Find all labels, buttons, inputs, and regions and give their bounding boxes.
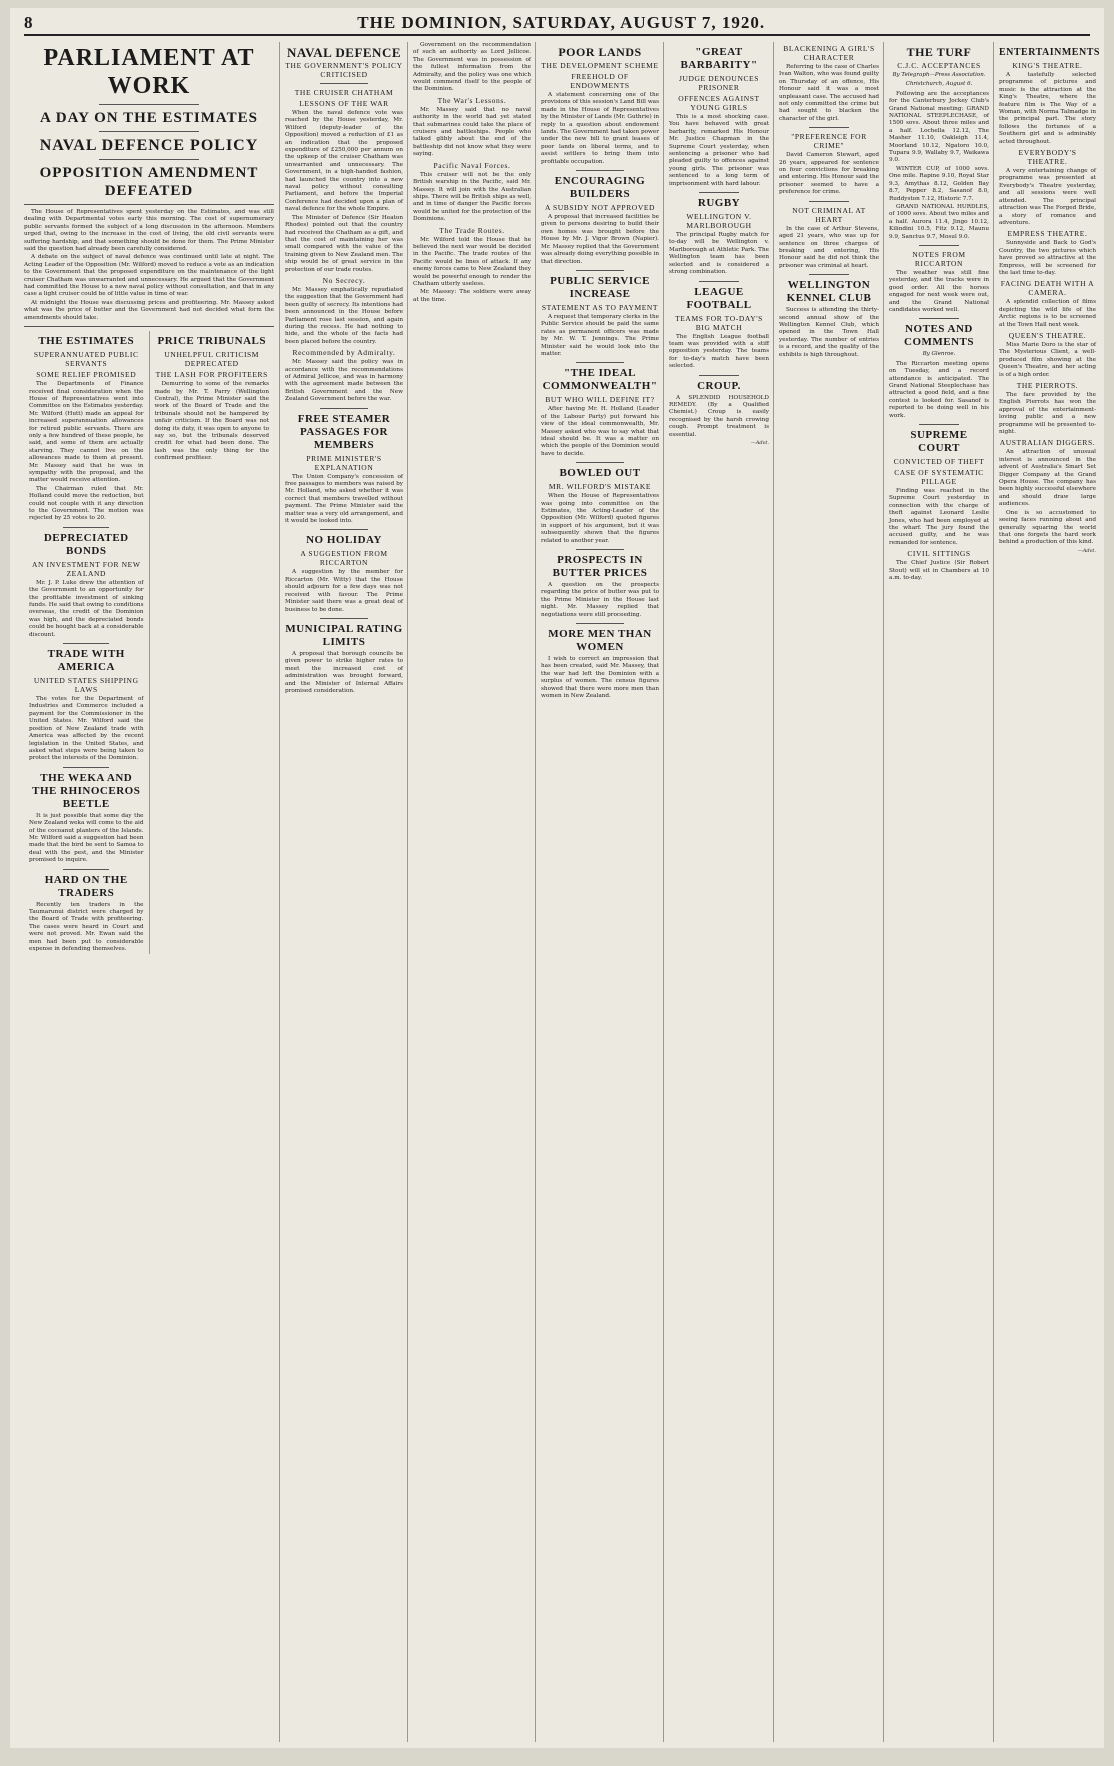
- divider: [576, 462, 623, 463]
- divider: [699, 375, 739, 376]
- divider: [320, 408, 367, 409]
- article-title: THE PIERROTS.: [1016, 381, 1079, 390]
- article-deck: THE DEVELOPMENT SCHEME: [541, 61, 659, 70]
- divider: [63, 767, 109, 768]
- byline: By Glenroe.: [922, 351, 956, 358]
- article-body: A question on the prospects regarding the price of butter was put to the Prime Minister in the House last night. Mr. Massey replied that negotiations were still proceeding.: [541, 582, 659, 618]
- advertisement-mark: —Advt.: [750, 439, 769, 446]
- article-body: This cruiser will not be the only British warship in the Pacific, said Mr. Massey. It will join with the Australian ships. There will be British ships as well, and in time of danger the Pacific forces would be united for the protection of the Dominions.: [413, 171, 532, 223]
- article-body: A splendid collection of films depicting the wild life of the Arctic regions is to be screened at the Town Hall next week.: [999, 299, 1096, 328]
- subcolumn-left: [24, 331, 149, 954]
- divider: [576, 623, 623, 624]
- article-body: The Chairman ruled that Mr. Holland could move the reduction, but could not couple with it any direction to the Government. The motion was rejected by 25 votes to 20.: [29, 485, 144, 522]
- subhead: No Secrecy.: [322, 275, 366, 285]
- article-body: The Riccarton meeting opens on Tuesday, and a record attendance is anticipated. The Grand National Steeplechase has attracted a good field, and a fine contest is looked for. Sasanof is reported to be doing well in his work.: [889, 360, 989, 419]
- deck-day-on-estimates: A DAY ON THE ESTIMATES: [40, 110, 258, 126]
- divider: [63, 527, 109, 528]
- divider: [24, 326, 274, 327]
- article-body: A very entertaining change of programme was presented at Everybody's Theatre yesterday, and all sessions were well attended. The principal attraction was The Forged Bride, a story of romance and adventure.: [999, 168, 1096, 226]
- deck-naval-policy: NAVAL DEFENCE POLICY: [39, 137, 259, 154]
- headline-the-turf: THE TURF: [906, 45, 972, 59]
- article-body: When the House of Representatives was going into committee on the Estimates, the Acting-Leader of the Opposition (Mr. Wilford) quoted figures in support of his argument, but it was subsequently shown that the figures related to another year.: [541, 493, 659, 544]
- split-columns: [24, 331, 274, 954]
- divider: [576, 270, 623, 271]
- article-title: MUNICIPAL RATING LIMITS: [285, 622, 403, 648]
- article-body: After having Mr. H. Holland (Leader of the Labour Party) put forward his view of the ideal commonwealth, Mr. Massey asked who was to say what that ideal should be. It was a matter on which the people of the Dominion would have to decide.: [541, 406, 659, 457]
- article-body: Finding was reached in the Supreme Court yesterday in connection with the charge of theft against Leonard Leslie Jones, who had been employed at the wharf. The jury found the accused guilty, and he was remanded for sentence.: [889, 488, 989, 546]
- article-title: EVERYBODY'S THEATRE.: [1018, 148, 1077, 167]
- article-body: An attraction of unusual interest is announced in the advent of Australia's Smart Set Digger Company at the Grand Opera House. The company has been highly successful elsewhere and should draw large audiences.: [999, 449, 1096, 508]
- deck-opposition-defeated: OPPOSITION AMENDMENT DEFEATED: [39, 165, 259, 199]
- article-title: BLACKENING A GIRL'S CHARACTER: [783, 44, 875, 62]
- headline-naval-defence: NAVAL DEFENCE: [286, 45, 402, 60]
- column-2: [279, 42, 408, 1742]
- article-body: A suggestion by the member for Riccarton (Mr. Witty) that the House should adjourn for a few days was not received with favour. The Prime Minister said there was a great deal of business to be done.: [285, 569, 403, 613]
- article-deck: UNITED STATES SHIPPING LAWS: [33, 676, 139, 695]
- article-body: Demurring to some of the remarks made by Mr. T. Parry (Wellington Central), the Prime Minister said the work of the Board of Trade and the tribunals should not be hampered by unfair criticism. If the Board was not doing its duty, it was open to anyone to say so, but the tribunals deserved credit for what had been done. The lash was the only thing for the confirmed profiteer.: [154, 381, 269, 462]
- article-body: Mr. Massey: The soldiers were away at the time.: [413, 289, 531, 303]
- article-body: David Cameron Stewart, aged 26 years, appeared for sentence on four convictions for breaking and entering. His Honour said the prisoner seemed to have a preference for crime.: [779, 152, 879, 196]
- divider: [576, 170, 623, 171]
- divider: [24, 204, 274, 205]
- article-body: The weather was still fine yesterday, and the tracks were in good order. All the horses engaged for next week were out, and the Grand National candidates worked well.: [889, 269, 989, 313]
- article-title: THE ESTIMATES: [38, 335, 135, 348]
- subhead: The War's Lessons.: [437, 95, 507, 105]
- article-deck: CASE OF SYSTEMATIC PILLAGE: [894, 468, 984, 487]
- article-body: When the naval defence vote was reached by the House yesterday, Mr. Wilford (deputy-leader of the Opposition) moved a reduction of £1 as an indication that the proposed expenditure of £250,000 per annum on the upkeep of the cruiser Chatham was unwarranted and unnecessary. The Government, in a high-handed fashion, had launched the country into a new naval policy without consulting Parliament, and before the Imperial Conference had decided upon a plan of naval defence for the whole Empire.: [285, 110, 403, 213]
- headline-parliament: PARLIAMENT AT WORK: [43, 45, 255, 99]
- article-body: The Union Company's concession of free passages to members was raised by Mr. Holland, who asked whether it was correct that members travelled without payment. The Prime Minister said the matter was a very old arrangement, and it would be looked into.: [285, 473, 403, 525]
- article-body: In the case of Arthur Stevens, aged 21 years, who was up for sentence on three charges of breaking and entering, His Honour said he did not think the prisoner was criminal at heart.: [779, 225, 879, 269]
- article-body: Mr. Massey emphatically repudiated the suggestion that the Government had been guilty of secrecy. Its intentions had been announced in the House before Parliament rose last session, and again during the recess. He had nothing to hide, and the whole of the facts had been placed before the country.: [285, 286, 403, 345]
- lead-paragraph: A debate on the subject of naval defence was continued until late at night. The Acting Leader of the Opposition (Mr. Wilford) moved to reduce a vote as an indication to the Government that the proposed expenditure on the maintenance of the light cruiser Chatham was unwarranted and unnecessary. He argued that the Government had committed the House to a new naval policy without consultation, and that in any case a light cruiser could be of little value in time of war.: [24, 254, 274, 298]
- article-title: NOTES AND COMMENTS: [904, 323, 974, 349]
- divider: [576, 362, 623, 363]
- article-title: FREE STEAMER PASSAGES FOR MEMBERS: [297, 412, 391, 451]
- article-deck: WELLINGTON V. MARLBOROUGH: [686, 212, 752, 231]
- article-title: "PREFERENCE FOR CRIME": [791, 132, 867, 151]
- article-title: DEPRECIATED BONDS: [43, 531, 129, 557]
- byline: By Telegraph—Press Association.: [892, 72, 986, 78]
- article-title: BOWLED OUT: [559, 467, 641, 480]
- divider: [63, 643, 109, 644]
- article-body: WINTER CUP, of 1000 sovs. One mile. Rapine 9.10, Royal Star 9.3, Amythas 8.12, Golden Bay 8.7, Pepper 8.2, Sasanof 8.0, Ruddyston 7.12, Historic 7.7.: [889, 165, 989, 202]
- divider: [919, 424, 959, 425]
- newspaper-page: [10, 8, 1104, 1748]
- article-title: FACING DEATH WITH A CAMERA.: [1000, 279, 1095, 298]
- divider: [99, 131, 199, 132]
- article-title: KING'S THEATRE.: [1012, 61, 1083, 70]
- article-body: The English League football team was provided with a stiff opposition yesterday. The teams for to-day's match have been selected.: [669, 333, 769, 370]
- article-deck: TEAMS FOR TO-DAY'S BIG MATCH: [675, 313, 763, 332]
- article-body: Mr. Massey said the policy was in accordance with the recommendations of Admiral Jellicoe, and was in harmony with the agreement made between the British Government and the New Zealand Government before the war.: [285, 359, 403, 403]
- article-deck: THE CRUISER CHATHAM: [294, 88, 394, 97]
- article-deck: A SUGGESTION FROM RICCARTON: [300, 549, 388, 568]
- page-number: 8: [24, 13, 33, 32]
- column-8: [993, 42, 1101, 1742]
- article-deck: LESSONS OF THE WAR: [299, 99, 389, 108]
- article-body: The fare provided by the English Pierrots has won the approval of the entertainment-loving public and a new programme will be presented to-night.: [999, 392, 1096, 436]
- article-deck: JUDGE DENOUNCES PRISONER: [678, 74, 760, 92]
- article-title: TRADE WITH AMERICA: [47, 648, 125, 674]
- article-deck: OFFENCES AGAINST YOUNG GIRLS: [678, 94, 760, 112]
- advertisement-mark: —Advt.: [1077, 547, 1096, 554]
- article-body: The Departments of Finance received final consideration when the House of Representatives went into Committee on the Estimates yesterday. Mr. Wilford (Hutt) made an appeal for increased superannuation allowances for retired public servants. There are only a few hundred of these people, he said, and some of them are actually starving. They cannot live on the allowances made to them at present. Mr. Massey said that he was in sympathy with the proposal, and the matter would receive attention.: [29, 381, 144, 484]
- article-title: CROUP.: [697, 379, 741, 392]
- article-deck: UNHELPFUL CRITICISM DEPRECATED: [164, 350, 260, 369]
- article-title: AUSTRALIAN DIGGERS.: [999, 438, 1096, 448]
- article-title: ENCOURAGING BUILDERS: [554, 175, 646, 201]
- article-title: NO HOLIDAY: [306, 534, 382, 547]
- article-body: A tastefully selected programme of pictures and music is the attraction at the King's Theatre, where the feature film is The Way of a Woman, with Norma Talmadge in the principal part. The story follows the fortunes of a Southern girl and is admirably acted throughout.: [999, 72, 1096, 145]
- headline-poor-lands: POOR LANDS: [558, 45, 642, 59]
- divider: [699, 192, 739, 193]
- subhead: Recommended by Admiralty.: [292, 348, 396, 358]
- lead-paragraph: The House of Representatives spent yesterday on the Estimates, and was still dealing with Departmental votes early this morning. The cost of supernumerary public servants formed the subject of a long discussion in the afternoon. Members urged that, owing to the increase in the cost of living, the old civil servants were suffering hardship, and that something should be done for them. The Prime Minister said the question had already been carefully considered.: [24, 209, 274, 253]
- subhead: Pacific Naval Forces.: [433, 160, 511, 170]
- article-title: PRICE TRIBUNALS: [157, 335, 266, 348]
- divider: [63, 869, 109, 870]
- article-title: LEAGUE FOOTBALL: [686, 285, 752, 311]
- article-body: The votes for the Department of Industries and Commerce included a payment for the Commissioner in the United States. Mr. Wilford said the position of New Zealand trade with America was affected by the recent legislation in the United States, and asked what steps were being taken to protect the interests of the Dominion.: [29, 696, 144, 762]
- newspaper-title: THE DOMINION, SATURDAY, AUGUST 7, 1920.: [357, 13, 766, 32]
- article-body: Success is attending the thirty-second annual show of the Wellington Kennel Club, which opened in the Town Hall yesterday. The number of entries is a record, and the quality of the exhibits is high throughout.: [779, 307, 879, 358]
- article-body: The Minister of Defence (Sir Heaton Rhodes) pointed out that the country had received the Chatham as a gift, and that the cost of maintaining her was small compared with the value of the training given to New Zealand men. The ship would be of great service in the protection of our trade routes.: [285, 214, 403, 273]
- article-title: PROSPECTS IN BUTTER PRICES: [552, 554, 648, 580]
- column-7: [883, 42, 994, 1742]
- divider: [320, 529, 367, 530]
- article-title: SUPREME COURT: [910, 429, 968, 455]
- column-5: [663, 42, 774, 1742]
- article-deck: STATEMENT AS TO PAYMENT: [541, 302, 659, 312]
- article-body: It is just possible that some day the New Zealand weka will come to the aid of the cocoanut planters of the Islands. Mr. Wilford said a suggestion had been made that the bird be sent to Samoa to deal with the pest, and the Minister promised to inquire.: [29, 812, 144, 864]
- divider: [320, 618, 367, 619]
- article-body: A proposal that increased facilities be given to persons desiring to build their own homes was brought before the House by Mr. J. Vigor Brown (Napier). Mr. Massey replied that the Government was already doing everything possible in that direction.: [541, 214, 659, 265]
- article-title: EMPRESS THEATRE.: [1007, 229, 1088, 239]
- article-deck: CONVICTED OF THEFT: [893, 457, 985, 467]
- article-deck: SUPERANNUATED PUBLIC SERVANTS: [33, 350, 139, 369]
- article-body: Mr. J. P. Luke drew the attention of the Government to an opportunity for the profitable investment of sinking funds. He said that owing to conditions overseas, the credit of the Dominion was high, and the depreciated bonds could be bought back at a considerable discount.: [29, 579, 144, 638]
- article-body: Miss Marie Doro is the star of The Mysterious Client, a well-produced film showing at the Queen's Theatre, and her acting is of a high order.: [999, 341, 1096, 378]
- divider: [809, 127, 849, 128]
- divider: [809, 201, 849, 202]
- article-deck: MR. WILFORD'S MISTAKE: [548, 482, 652, 492]
- article-title: THE WEKA AND THE RHINOCEROS BEETLE: [32, 771, 141, 810]
- article-body: Following are the acceptances for the Canterbury Jockey Club's Grand National meeting: GRAND NATIONAL STEEPLECHASE, of 1500 sovs. About three miles and a half. Lochella 12.12, The Masher 11.10, Oakleigh 11.4, Moorland 10.12, Ngatoro 10.0, Tupara 9.9, Wallaby 9.7, Waikawa 9.0.: [889, 90, 989, 164]
- article-title: "THE IDEAL COMMONWEALTH": [542, 367, 658, 393]
- article-body: Government on the recommendation of such an authority as Lord Jellicoe. The Government was in possession of the fullest information from the Admiralty, and the policy was one which would commend itself to the people of the Dominion.: [413, 42, 531, 93]
- article-deck: SOME RELIEF PROMISED: [36, 370, 137, 380]
- column-4: [535, 42, 664, 1742]
- article-title: QUEEN'S THEATRE.: [1008, 330, 1087, 340]
- article-body: GRAND NATIONAL HURDLES, of 1000 sovs. About two miles and a half. Aurora 11.4, Jingo 10.12, Kilindini 10.5, Fitz 9.12, Maunu 9.9, Sanctus 9.7, Mosul 9.0.: [889, 203, 989, 240]
- article-body: Mr. Massey said that no naval authority in the world had yet stated that submarines could take the place of cruisers and battleships. People who talked glibly about the end of the battleship did not know what they were saying.: [413, 106, 531, 158]
- article-body: One is so accustomed to seeing faces running about and generally squaring the world that one forgets the hard work behind a production of this kind.: [999, 509, 1096, 546]
- article-title: HARD ON THE TRADERS: [44, 873, 128, 899]
- article-deck: THE GOVERNMENT'S POLICY CRITICISED: [285, 61, 403, 79]
- divider: [809, 274, 849, 275]
- masthead: [24, 12, 1090, 36]
- headline-entertainments: ENTERTAINMENTS: [999, 47, 1100, 58]
- article-body: I wish to correct an impression that has been created, said Mr. Massey, that the war had left the Dominion with a surplus of women. The census figures showed that there were more men than women in New Zealand.: [541, 656, 659, 700]
- headline-great-barbarity: "GREAT BARBARITY": [680, 46, 758, 71]
- column-6: [773, 42, 884, 1742]
- divider: [99, 104, 199, 105]
- article-body: A proposal that borough councils be given power to strike higher rates to meet the increased cost of administration was brought forward, and the Minister of Internal Affairs promised consideration.: [285, 650, 403, 694]
- article-body: A SPLENDID HOUSEHOLD REMEDY. (By a Qualified Chemist.) Croup is easily recognised by the harsh crowing cough. Prompt treatment is essential.: [669, 394, 769, 438]
- subcolumn-right: [149, 331, 275, 954]
- divider: [699, 281, 739, 282]
- article-deck: PRIME MINISTER'S EXPLANATION: [306, 453, 382, 472]
- article-title: MORE MEN THAN WOMEN: [548, 628, 652, 654]
- column-3: [407, 42, 536, 1742]
- divider: [919, 318, 959, 319]
- article-title: NOTES FROM RICCARTON: [912, 249, 966, 268]
- article-title: NOT CRIMINAL AT HEART: [792, 205, 866, 224]
- subhead: The Trade Routes.: [439, 225, 505, 235]
- article-title: PUBLIC SERVICE INCREASE: [550, 274, 650, 300]
- article-body: Sunnyside and Back to God's Country, the two pictures which have proved so attractive at the Empress, will be screened for the last time to-day.: [999, 240, 1096, 276]
- divider: [99, 159, 199, 160]
- column-1: [24, 42, 279, 1742]
- article-deck: A SUBSIDY NOT APPROVED: [544, 203, 656, 213]
- article-deck: FREEHOLD OF ENDOWMENTS: [570, 72, 630, 90]
- article-title: WELLINGTON KENNEL CLUB: [786, 279, 872, 305]
- article-body: The Chief Justice (Sir Robert Stout) will sit in Chambers at 10 a.m. to-day.: [889, 560, 989, 582]
- article-body: A statement concerning one of the provisions of this session's Land Bill was made in the House of Representatives by the Minister of Lands (Mr. Guthrie) in reply to a question about endowment lands. The Government had taken power under the new bill to grant leases of poor lands on liberal terms, and to assist settlers to bring them into profitable occupation.: [541, 92, 659, 165]
- article-deck: THE LASH FOR PROFITEERS: [155, 370, 268, 380]
- article-body: This is a most shocking case. You have behaved with great barbarity, remarked His Honour Mr. Justice Chapman in the Supreme Court yesterday, when sentencing a prisoner who had pleaded guilty to offences against young girls. The prisoner was sentenced to a long term of imprisonment with hard labour.: [669, 114, 769, 187]
- article-deck: BUT WHO WILL DEFINE IT?: [545, 395, 655, 405]
- article-body: Recently ten traders in the Taumarunui district were charged by the Board of Trade with profiteering. The cases were heard in Court and were not proved. Mr. Ewan said the men had been put to considerable expense in defending themselves.: [29, 901, 144, 952]
- article-title: CIVIL SITTINGS: [907, 549, 971, 559]
- article-body: A request that temporary clerks in the Public Service should be paid the same rates as permanent officers was made by Mr. W. T. Jennings. The Prime Minister said he would look into the matter.: [541, 313, 659, 357]
- article-body: The principal Rugby match for to-day will be Wellington v. Marlborough at Athletic Park. The Wellington team has been selected and is considered a strong combination.: [669, 232, 769, 276]
- article-deck: AN INVESTMENT FOR NEW ZEALAND: [32, 559, 141, 578]
- divider: [919, 245, 959, 246]
- lead-paragraph: At midnight the House was discussing prices and profiteering. Mr. Massey asked what was the price of butter and the Government had not decided what form the amendments should take.: [24, 299, 274, 321]
- divider: [576, 549, 623, 550]
- article-body: Referring to the case of Charles Ivan Walton, who was found guilty on Thursday of an offence, His Honour said it was a most unpleasant case. The accused had not only committed the crime but had sought to blacken the character of the girl.: [779, 64, 879, 122]
- divider: [320, 83, 367, 84]
- article-deck: C.J.C. ACCEPTANCES: [897, 61, 981, 70]
- dateline: Christchurch, August 6.: [905, 81, 973, 88]
- article-body: Mr. Wilford told the House that he believed the next war would be decided in the Pacific. The trade routes of the Pacific would be lines of attack. If any enemy forces came to New Zealand they would be powerful enough to render the Chatham utterly useless.: [413, 236, 531, 287]
- article-title: RUGBY: [697, 197, 741, 210]
